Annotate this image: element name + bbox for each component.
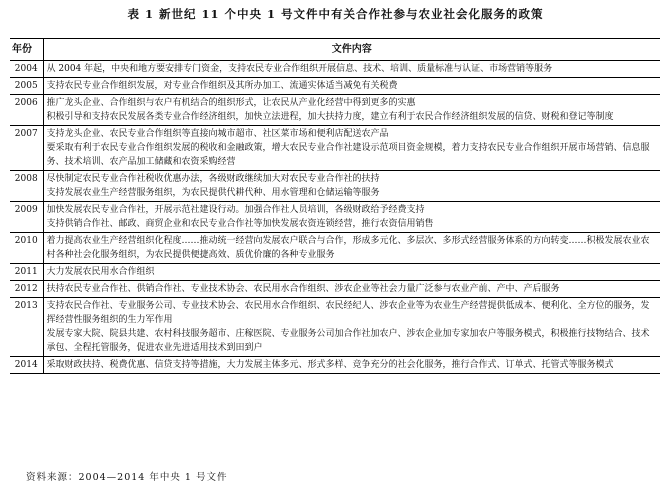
row-year: 2009	[10, 202, 43, 233]
row-content	[43, 281, 660, 298]
row-content-paragraph: 支持农民专业合作组织发展，对专业合作组织及其所办加工、流通实体适当减免有关税费	[46, 81, 398, 91]
row-content-paragraph: 支持农民合作社、专业服务公司、专业技术协会、农民用水合作组织、农民经纪人、涉农企业等为农业生产经营提供低成本、便利化、全方位的服务，发挥经营性服务组织的生力军作用	[46, 301, 650, 325]
table-row	[10, 202, 660, 233]
header-year: 年份	[10, 39, 43, 61]
row-content-paragraph: 支持发展农业生产经营服务组织，为农民提供代耕代种、用水管理和仓储运输等服务	[46, 188, 380, 198]
row-content-paragraph: 采取财政扶持、税费优惠、信贷支持等措施，大力发展主体多元、形式多样、竞争充分的社会化服务，推行合作式、订单式、托管式等服务模式	[46, 360, 614, 370]
row-content-paragraph: 推广龙头企业、合作组织与农户有机结合的组织形式，让农民从产业化经营中得到更多的实惠	[46, 98, 416, 108]
table-row	[10, 95, 660, 126]
table-row	[10, 357, 660, 374]
row-year: 2008	[10, 171, 43, 202]
row-content	[43, 78, 660, 95]
policy-table-container	[10, 38, 660, 374]
row-content	[43, 264, 660, 281]
row-year: 2011	[10, 264, 43, 281]
table-row	[10, 281, 660, 298]
row-year: 2005	[10, 78, 43, 95]
row-content	[43, 233, 660, 264]
table-row	[10, 264, 660, 281]
table-row	[10, 171, 660, 202]
table-row	[10, 61, 660, 78]
table-title: 表 1 新世纪 11 个中央 1 号文件中有关合作社参与农业社会化服务的政策	[127, 7, 544, 21]
row-content	[43, 61, 660, 78]
row-year: 2014	[10, 357, 43, 374]
row-content-paragraph: 着力提高农业生产经营组织化程度……推动统一经营向发展农户联合与合作，形成多元化、多层次、多形式经营服务体系的方向转变……积极发展农业农村各种社会化服务组织，为农民提供便捷高效、质优价廉的各种专业服务	[46, 236, 650, 260]
row-content	[43, 95, 660, 126]
row-content	[43, 357, 660, 374]
row-content	[43, 126, 660, 171]
row-content-paragraph: 支持龙头企业、农民专业合作组织等直接向城市超市、社区菜市场和便利店配送农产品	[46, 129, 389, 139]
row-content	[43, 298, 660, 357]
table-row	[10, 126, 660, 171]
row-content-paragraph: 扶持农民专业合作社、供销合作社、专业技术协会、农民用水合作组织、涉农企业等社会力量广泛参与农业产前、产中、产后服务	[46, 284, 560, 294]
row-content	[43, 171, 660, 202]
row-content-paragraph: 从 2004 年起，中央和地方要安排专门资金，支持农民专业合作组织开展信息、技术、培训、质量标准与认证、市场营销等服务	[46, 64, 553, 74]
policy-table	[10, 38, 660, 374]
row-year: 2012	[10, 281, 43, 298]
row-content-paragraph: 尽快制定农民专业合作社税收优惠办法，各级财政继续加大对农民专业合作社的扶持	[46, 174, 380, 184]
row-content-paragraph: 积极引导和支持农民发展各类专业合作经济组织，加快立法进程，加大扶持力度，建立有利于农民合作经济组织发展的信贷、财税和登记等制度	[46, 112, 614, 122]
table-row	[10, 298, 660, 357]
table-row	[10, 78, 660, 95]
table-body	[10, 61, 660, 374]
row-content-paragraph: 大力发展农民用水合作组织	[46, 267, 155, 277]
row-content-paragraph: 发展专家大院、院县共建、农村科技服务超市、庄稼医院、专业服务公司加合作社加农户、涉农企业加专家加农户等服务模式，积极推行技物结合、技术承包、全程托管服务，促进农业先进适用技术到田到户	[46, 329, 650, 353]
row-year: 2013	[10, 298, 43, 357]
row-content-paragraph: 支持供销合作社、邮政、商贸企业和农民专业合作社等加快发展农资连锁经营，推行农资信用销售	[46, 219, 434, 229]
row-year: 2007	[10, 126, 43, 171]
row-year: 2004	[10, 61, 43, 78]
header-content: 文件内容	[43, 39, 660, 61]
row-content	[43, 202, 660, 233]
row-year: 2010	[10, 233, 43, 264]
row-content-paragraph: 要采取有利于农民专业合作组织发展的税收和金融政策，增大农民专业合作社建设示范项目资金规模，着力支持农民专业合作组织开展市场营销、信息服务、技术培训、农产品加工储藏和农资采购经营	[46, 143, 650, 167]
row-content-paragraph: 加快发展农民专业合作社，开展示范社建设行动。加强合作社人员培训，各级财政给予经费支持	[46, 205, 425, 215]
table-header-row	[10, 39, 660, 61]
source-note: 资料来源：2004—2014 年中央 1 号文件	[26, 472, 228, 483]
row-year: 2006	[10, 95, 43, 126]
table-row	[10, 233, 660, 264]
